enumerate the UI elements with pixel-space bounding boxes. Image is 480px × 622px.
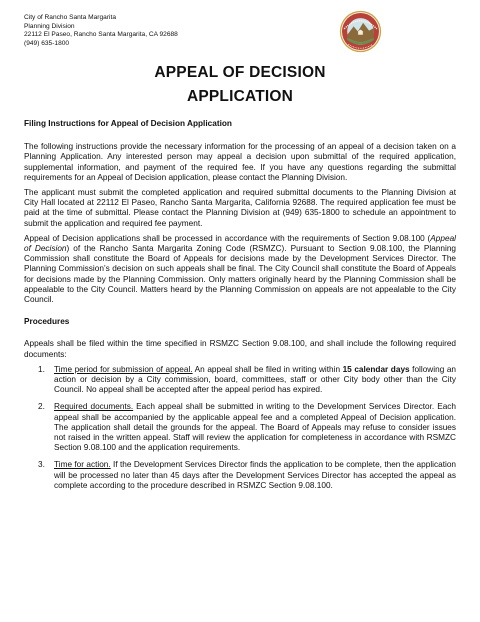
filing-paragraph-1: The following instructions provide the necessary information for the processing of an appeal of a decision taken on a Planning Application. Any interested person may appeal a decision upon submittal of the required application, supplemental information, and payment of the required fee. If you have any questions regarding the submittal requirements for an Appeal of Decision application, please contact the Planning Division. — [24, 142, 456, 182]
header-phone: (949) 635-1800 — [24, 39, 70, 47]
city-seal-logo — [339, 10, 382, 53]
header-address: 22112 El Paseo, Rancho Santa Margarita, CA 92688 — [24, 31, 178, 39]
document-body — [24, 119, 456, 498]
procedure-item-2 — [24, 402, 456, 453]
p3-text-c: ) of the Rancho Santa Margarita Zoning Code (RSMZC). Pursuant to Section 9.08.100, the Planning Commission shall constitute the Board of Appeals for decisions made by the Development Services Director. The Planning Commission’s decision on such appeals shall be final. The City Council shall constitute the Board of Appeals for decisions made by the Planning Commission. Only matters originally heard by the Planning Commission shall be appealable to the City Council. Matters heard by the Planning Commission on appeals are not appealable to the City Council. — [24, 244, 456, 305]
agency-header — [24, 14, 178, 48]
item-title: Required documents. — [54, 402, 134, 412]
procedures-list — [24, 365, 456, 491]
filing-heading: Filing Instructions for Appeal of Decision Application — [24, 119, 232, 128]
item-text: Each appeal shall be submitted in writing to the Development Services Director. Each appeal shall be accompanied by the applicable appeal fee and a completed Appeal of Decision application. The application shall detail the grounds for the appeal. The Board of Appeals may refuse to consider issues not raised in the written appeal. Staff will review the application for completeness in accordance with RSMZC Section 9.08.100 and the application requirements. — [54, 402, 457, 453]
item-text: An appeal shall be filed in writing within — [192, 364, 343, 374]
item-title: Time for action. — [54, 460, 111, 470]
p3-appeal-italic: Appeal of Decision — [24, 233, 456, 254]
item-bold-text: 15 calendar days — [342, 364, 410, 374]
page-title-line-1: APPEAL OF DECISION — [154, 64, 326, 81]
procedures-intro: Appeals shall be filed within the time specified in RSMZC Section 9.08.100, and shall include the following required documents: — [24, 339, 456, 359]
page-title-line-2: APPLICATION — [186, 88, 294, 105]
procedures-heading: Procedures — [24, 317, 70, 327]
item-number: 3. — [38, 460, 45, 470]
p3-text-a: Appeal of Decision applications shall be processed in accordance with the requirements of Section 9.08.100 ( — [24, 233, 431, 243]
item-text: If the Development Services Director finds the application to be complete, then the application will be processed no later than 45 days after the Development Services Director has accepted the appeal as complete according to the procedure described in RSMZC Section 9.08.100. — [54, 460, 457, 490]
item-number: 1. — [38, 364, 45, 374]
header-city: City of Rancho Santa Margarita — [24, 14, 116, 21]
item-text-2: following an action or decision by a City commission, board, committees, staff or other City body other than the City Council. No appeal shall be accepted after the appeal period has expired. — [54, 364, 457, 395]
filing-paragraph-3 — [24, 234, 456, 305]
item-number: 2. — [38, 402, 45, 412]
procedure-item-1 — [24, 365, 456, 396]
item-title: Time period for submission of appeal. — [54, 364, 193, 374]
header-division: Planning Division — [24, 22, 75, 30]
filing-paragraph-2: The applicant must submit the completed application and required submittal documents to the Planning Division at City Hall located at 22112 El Paseo, Rancho Santa Margarita, California 92688. The required application fee must be paid at the time of submittal. Please contact the Planning Division at (949) 635-1800 to schedule an appointment to submit the application and required fee payment. — [24, 188, 456, 228]
procedure-item-3 — [24, 460, 456, 491]
